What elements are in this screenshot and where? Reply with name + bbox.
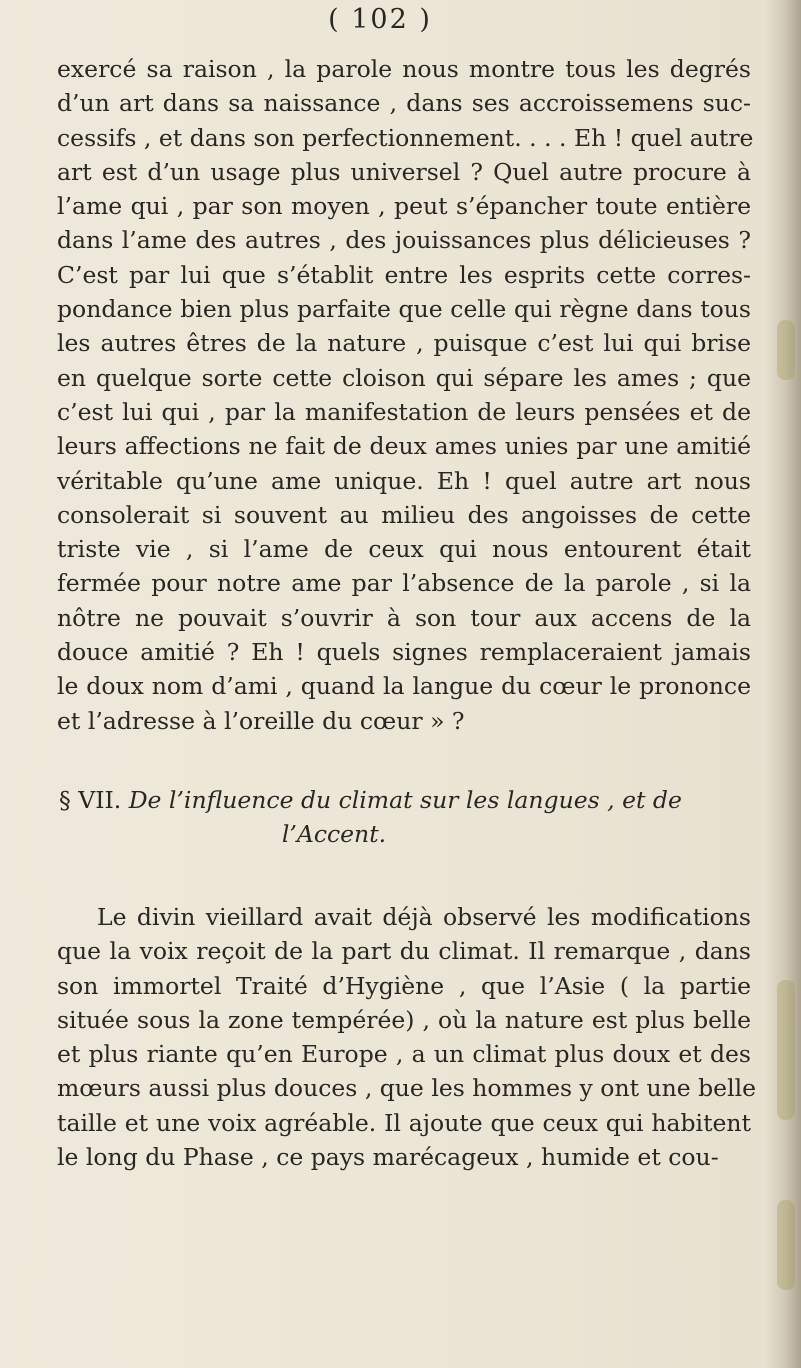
text-line: que la voix reçoit de la part du climat. Il remarque , dans	[57, 937, 751, 966]
section-title-continued: l’Accent.	[281, 820, 387, 848]
text-line: située sous la zone tempérée) , où la nature est plus belle	[57, 1005, 751, 1034]
page-stain	[777, 1200, 795, 1290]
text-line: le long du Phase , ce pays marécageux , humide et cou-	[57, 1143, 719, 1172]
page-stain	[777, 320, 795, 380]
page-edge-shadow	[765, 0, 801, 1368]
text-line: exercé sa raison , la parole nous montre tous les degrés	[57, 55, 751, 83]
text-line: son immortel Traité d’Hygiène , que l’Asie ( la partie	[57, 971, 751, 1000]
paragraph-1	[57, 52, 754, 738]
text-line: mœurs aussi plus douces , que les hommes y ont une belle	[57, 1074, 757, 1103]
text-line: douce amitié ? Eh ! quels signes remplaceraient jamais	[57, 638, 751, 667]
page-number: ( 102 )	[328, 4, 432, 35]
text-line: consolerait si souvent au milieu des angoisses de cette	[57, 500, 751, 529]
text-line: leurs affections ne fait de deux ames unies par une amitié	[57, 432, 751, 461]
text-line: fermée pour notre ame par l’absence de la parole , si la	[57, 569, 751, 598]
section-heading-line-1	[57, 783, 751, 817]
text-line: Le divin vieillard avait déjà observé les modifications	[97, 903, 751, 931]
text-line: taille et une voix agréable. Il ajoute que ceux qui habitent	[57, 1108, 751, 1137]
section-number: § VII.	[59, 786, 122, 814]
text-line: art est d’un usage plus universel ? Quel autre procure à	[57, 157, 751, 186]
text-line: en quelque sorte cette cloison qui sépare les ames ; que	[57, 363, 751, 392]
page-stain	[777, 980, 795, 1120]
text-line: et l’adresse à l’oreille du cœur » ?	[57, 706, 465, 735]
text-line: C’est par lui que s’établit entre les esprits cette corres-	[57, 260, 751, 289]
section-heading	[57, 783, 751, 851]
text-line: triste vie , si l’ame de ceux qui nous entourent était	[57, 535, 751, 564]
text-line: c’est lui qui , par la manifestation de leurs pensées et de	[57, 397, 751, 426]
text-line: cessifs , et dans son perfectionnement. . . . Eh ! quel autre	[57, 123, 754, 152]
text-line: dans l’ame des autres , des jouissances plus délicieuses ?	[57, 226, 751, 255]
paragraph-2	[57, 900, 757, 1174]
text-line: et plus riante qu’en Europe , a un climat plus doux et des	[57, 1040, 751, 1069]
text-line: nôtre ne pouvait s’ouvrir à son tour aux accens de la	[57, 603, 751, 632]
section-title: De l’influence du climat sur les langues , et de	[128, 786, 682, 814]
text-line: pondance bien plus parfaite que celle qui règne dans tous	[57, 295, 751, 324]
text-line: les autres êtres de la nature , puisque c’est lui qui brise	[57, 329, 751, 358]
text-line: l’ame qui , par son moyen , peut s’épancher toute entière	[57, 192, 751, 221]
text-line: d’un art dans sa naissance , dans ses accroissemens suc-	[57, 89, 751, 118]
text-line: le doux nom d’ami , quand la langue du cœur le prononce	[57, 672, 751, 701]
text-line: véritable qu’une ame unique. Eh ! quel autre art nous	[57, 466, 751, 495]
